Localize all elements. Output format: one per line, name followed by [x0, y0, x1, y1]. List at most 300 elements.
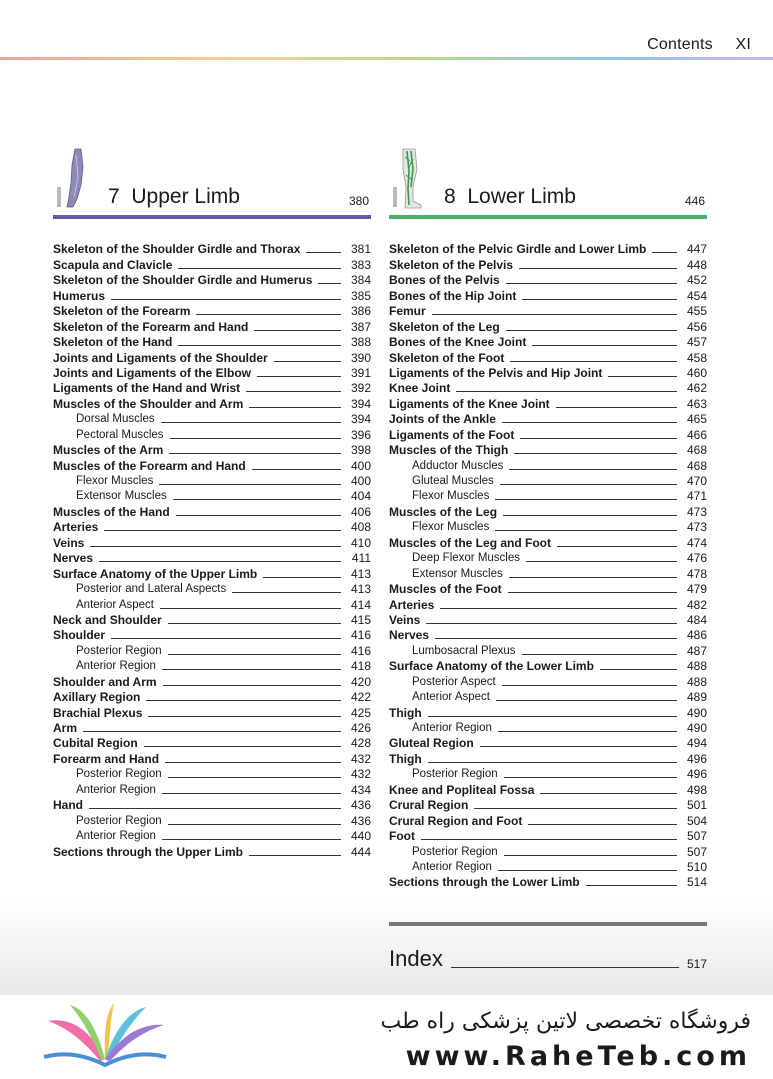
leader-line [254, 330, 341, 331]
toc-subentry[interactable] [53, 596, 371, 611]
entry-page: 488 [686, 674, 707, 689]
toc-entry[interactable] [389, 303, 707, 318]
leader-line [146, 700, 341, 701]
entry-page: 478 [686, 566, 707, 581]
entry-title: Joints and Ligaments of the Shoulder [53, 350, 268, 365]
entry-title: Dorsal Muscles [76, 413, 155, 426]
toc-entry[interactable] [53, 334, 371, 349]
entry-page: 458 [686, 350, 707, 365]
entry-title: Anterior Region [412, 860, 492, 873]
leader-line [162, 793, 341, 794]
store-name: فروشگاه تخصصی لاتین پزشکی راه طب [380, 1009, 751, 1034]
toc-entry[interactable] [389, 627, 707, 642]
leader-line [498, 731, 677, 732]
toc-entry[interactable] [53, 241, 371, 256]
entry-page: 456 [686, 319, 707, 334]
entry-page: 490 [686, 705, 707, 720]
entry-page: 426 [350, 721, 371, 735]
entry-page: 408 [350, 520, 371, 535]
entry-title: Forearm and Hand [53, 751, 160, 766]
toc-entry[interactable] [53, 303, 371, 318]
toc-entry[interactable] [389, 581, 707, 596]
chapter-title [108, 185, 240, 209]
toc-entry[interactable] [53, 797, 371, 812]
chapter-accent-bar [389, 215, 707, 219]
leader-line [652, 252, 677, 253]
leader-line [532, 345, 677, 346]
entry-page: 468 [686, 458, 707, 473]
entry-title: Extensor Muscles [412, 567, 503, 580]
toc-subentry[interactable] [389, 843, 707, 858]
toc-entry[interactable] [53, 565, 371, 580]
entry-page: 504 [686, 813, 707, 828]
leader-line [426, 623, 677, 624]
entry-page: 387 [350, 319, 371, 334]
leader-line [421, 839, 677, 840]
entry-page: 422 [350, 690, 371, 705]
entry-page: 452 [686, 273, 707, 288]
entry-title: Posterior Aspect [412, 675, 496, 688]
toc-entry[interactable] [53, 256, 371, 271]
entry-page: 413 [350, 566, 371, 581]
toc-entry[interactable] [389, 442, 707, 457]
entry-title: Skeleton of the Shoulder Girdle and Humerus [53, 273, 313, 288]
leader-line [586, 885, 677, 886]
entry-title: Skeleton of the Leg [389, 319, 500, 334]
entry-page: 416 [350, 643, 371, 658]
leader-line [528, 824, 677, 825]
leader-line [178, 268, 341, 269]
leader-line [428, 716, 677, 717]
entry-page: 488 [686, 659, 707, 674]
entry-title: Posterior Region [412, 845, 498, 858]
toc-entry[interactable] [53, 519, 371, 534]
toc-entry[interactable] [53, 503, 371, 518]
entry-title: Nerves [389, 628, 430, 643]
toc-subentry[interactable] [389, 488, 707, 503]
entry-page: 383 [350, 257, 371, 272]
index-label[interactable]: Index [389, 946, 443, 971]
entry-title: Neck and Shoulder [53, 612, 162, 627]
entry-title: Muscles of the Leg and Foot [389, 535, 552, 550]
entry-title: Muscles of the Thigh [389, 443, 509, 458]
toc-subentry[interactable] [53, 781, 371, 796]
toc-entry[interactable] [389, 704, 707, 719]
toc-entry[interactable] [389, 380, 707, 395]
entry-page: 489 [686, 690, 707, 705]
entry-page: 428 [350, 736, 371, 751]
toc-entry[interactable] [389, 828, 707, 843]
entry-page: 394 [350, 396, 371, 411]
entry-page: 418 [350, 659, 371, 674]
toc-list [53, 241, 371, 859]
toc-subentry[interactable] [53, 426, 371, 441]
entry-page: 486 [686, 628, 707, 643]
toc-entry[interactable] [53, 673, 371, 688]
leader-line [169, 453, 341, 454]
toc-entry[interactable] [53, 287, 371, 302]
toc-entry[interactable] [389, 349, 707, 364]
leader-line [522, 654, 677, 655]
entry-title: Gluteal Muscles [412, 475, 494, 487]
toc-entry[interactable] [389, 750, 707, 765]
chapter-name: Lower Limb [467, 185, 576, 208]
leader-line [83, 731, 341, 732]
entry-page: 507 [686, 844, 707, 859]
leader-line [556, 407, 677, 408]
toc-subentry[interactable] [389, 689, 707, 704]
entry-page: 474 [686, 535, 707, 550]
toc-subentry[interactable] [389, 859, 707, 874]
toc-entry[interactable] [389, 596, 707, 611]
leader-line [435, 638, 677, 639]
toc-entry[interactable] [53, 720, 371, 735]
toc-subentry[interactable] [53, 642, 371, 657]
entry-page: 388 [350, 335, 371, 350]
entry-title: Scapula and Clavicle [53, 257, 173, 272]
entry-title: Sections through the Lower Limb [389, 875, 580, 890]
leader-line [504, 855, 677, 856]
entry-title: Posterior Region [76, 814, 162, 827]
entry-page: 386 [350, 304, 371, 319]
leader-line [495, 530, 677, 531]
toc-subentry[interactable] [53, 581, 371, 596]
leader-line [520, 438, 677, 439]
leader-line [509, 577, 677, 578]
toc-subentry[interactable] [53, 812, 371, 827]
leader-line [104, 530, 341, 531]
toc-subentry[interactable] [389, 766, 707, 781]
chapter-8-column [389, 145, 707, 889]
entry-title: Nerves [53, 551, 94, 566]
leader-line [162, 839, 341, 840]
toc-entry[interactable] [389, 781, 707, 796]
toc-subentry[interactable] [53, 488, 371, 503]
entry-page: 414 [350, 597, 371, 612]
leader-line [506, 283, 677, 284]
entry-title: Muscles of the Leg [389, 504, 498, 519]
toc-entry[interactable] [53, 550, 371, 565]
entry-page: 398 [350, 443, 371, 458]
entry-page: 496 [686, 751, 707, 766]
index-background [0, 900, 773, 995]
index-page: 517 [687, 957, 708, 971]
toc-entry[interactable] [389, 503, 707, 518]
toc-entry[interactable] [53, 750, 371, 765]
entry-title: Surface Anatomy of the Upper Limb [53, 566, 258, 581]
leader-line [508, 592, 677, 593]
leader-line [257, 376, 341, 377]
entry-title: Skeleton of the Pelvic Girdle and Lower Limb [389, 242, 647, 257]
entry-title: Muscles of the Shoulder and Arm [53, 396, 244, 411]
entry-page: 406 [350, 504, 371, 519]
entry-page: 501 [686, 798, 707, 813]
entry-title: Anterior Region [412, 722, 492, 734]
entry-page: 413 [350, 582, 371, 597]
entry-page: 484 [686, 612, 707, 627]
entry-title: Brachial Plexus [53, 705, 143, 720]
toc-entry[interactable] [389, 365, 707, 380]
leader-line [502, 422, 677, 423]
entry-title: Muscles of the Foot [389, 582, 502, 597]
entry-page: 411 [351, 551, 371, 566]
leader-line [168, 654, 341, 655]
leader-line [168, 824, 341, 825]
leader-line [232, 592, 341, 593]
entry-page: 440 [350, 829, 371, 844]
toc-subentry[interactable] [53, 766, 371, 781]
leader-line [168, 777, 341, 778]
entry-title: Flexor Muscles [412, 490, 490, 503]
entry-title: Anterior Region [76, 660, 156, 673]
upper-limb-icon [55, 147, 91, 209]
toc-entry[interactable] [53, 318, 371, 333]
entry-title: Knee Joint [389, 381, 451, 396]
entry-title: Posterior Region [76, 644, 162, 657]
leader-line [506, 330, 677, 331]
leader-line [522, 299, 677, 300]
toc-entry[interactable] [53, 395, 371, 410]
entry-title: Knee and Popliteal Fossa [389, 782, 535, 797]
entry-title: Bones of the Hip Joint [389, 288, 517, 303]
toc-entry[interactable] [389, 874, 707, 889]
leader-line [480, 746, 677, 747]
leader-line [502, 685, 677, 686]
toc-entry[interactable] [389, 797, 707, 812]
entry-title: Posterior Region [412, 768, 498, 781]
toc-entry[interactable] [389, 241, 707, 256]
entry-page: 410 [350, 535, 371, 550]
toc-entry[interactable] [53, 349, 371, 364]
leader-line [274, 361, 341, 362]
toc-entry[interactable] [53, 843, 371, 858]
entry-title: Ligaments of the Knee Joint [389, 396, 550, 411]
entry-page: 465 [686, 412, 707, 427]
leader-line [608, 376, 677, 377]
entry-title: Posterior and Lateral Aspects [76, 583, 227, 596]
index-rule [389, 922, 707, 926]
toc-entry[interactable] [53, 365, 371, 380]
toc-entry[interactable] [389, 426, 707, 441]
chapter-number: 8 [444, 185, 456, 208]
entry-page: 385 [350, 288, 371, 303]
toc-entry[interactable] [53, 380, 371, 395]
entry-title: Arteries [53, 520, 99, 535]
leader-line [178, 345, 341, 346]
entry-title: Ligaments of the Pelvis and Hip Joint [389, 365, 603, 380]
entry-page: 381 [350, 242, 371, 257]
entry-page: 447 [686, 242, 707, 257]
leader-line [246, 391, 341, 392]
entry-page: 425 [350, 705, 371, 720]
chapter-page: 380 [348, 194, 369, 208]
toc-subentry[interactable] [53, 473, 371, 488]
entry-page: 434 [350, 782, 371, 797]
leader-line [263, 577, 341, 578]
entry-page: 390 [350, 350, 371, 365]
entry-page: 455 [686, 304, 707, 319]
leader-line [500, 484, 677, 485]
chapter-page: 446 [684, 194, 705, 208]
entry-title: Skeleton of the Forearm [53, 304, 191, 319]
entry-page: 436 [350, 798, 371, 813]
toc-entry[interactable] [53, 704, 371, 719]
leader-line [557, 546, 677, 547]
leader-line [165, 762, 341, 763]
entry-page: 454 [686, 288, 707, 303]
book-logo-icon [40, 999, 170, 1071]
entry-page: 470 [686, 474, 707, 488]
entry-page: 490 [686, 721, 707, 735]
leader-line [526, 561, 677, 562]
entry-page: 457 [686, 335, 707, 350]
entry-page: 432 [350, 767, 371, 782]
watermark-footer [0, 995, 773, 1079]
leader-line [474, 808, 677, 809]
toc-entry[interactable] [389, 395, 707, 410]
toc-entry[interactable] [53, 457, 371, 472]
leader-line [503, 515, 677, 516]
entry-page: 510 [686, 859, 707, 874]
leader-line [249, 407, 341, 408]
toc-entry[interactable] [389, 287, 707, 302]
chapter-7-column [53, 145, 371, 859]
entry-page: 436 [350, 813, 371, 828]
leader-line [519, 268, 677, 269]
chapter-title [444, 185, 576, 209]
leader-line [161, 422, 341, 423]
toc-entry[interactable] [53, 627, 371, 642]
entry-page: 432 [350, 751, 371, 766]
entry-page: 473 [686, 504, 707, 519]
leader-line [318, 283, 341, 284]
leader-line [432, 314, 677, 315]
leader-line [168, 623, 341, 624]
toc-subentry[interactable] [53, 658, 371, 673]
leader-line [99, 561, 341, 562]
toc-subentry[interactable] [389, 673, 707, 688]
entry-page: 496 [686, 767, 707, 782]
entry-title: Femur [389, 304, 426, 319]
entry-title: Thigh [389, 705, 422, 720]
toc-entry[interactable] [53, 735, 371, 750]
entry-page: 394 [350, 412, 371, 427]
entry-page: 404 [350, 489, 371, 504]
entry-title: Deep Flexor Muscles [412, 552, 521, 565]
entry-title: Joints of the Ankle [389, 412, 496, 427]
toc-entry[interactable] [389, 272, 707, 287]
entry-page: 471 [686, 489, 707, 504]
entry-title: Posterior Region [76, 768, 162, 781]
entry-page: 448 [686, 257, 707, 272]
entry-page: 482 [686, 597, 707, 612]
toc-entry[interactable] [53, 272, 371, 287]
entry-page: 400 [350, 458, 371, 473]
entry-page: 487 [686, 643, 707, 658]
leader-line [306, 252, 341, 253]
leader-line [496, 700, 677, 701]
toc-subentry[interactable] [389, 457, 707, 472]
leader-line [600, 669, 677, 670]
entry-title: Cubital Region [53, 736, 138, 751]
leader-line [509, 469, 677, 470]
toc-entry[interactable] [53, 534, 371, 549]
leader-line [540, 793, 677, 794]
lower-limb-icon [391, 147, 427, 209]
entry-title: Shoulder [53, 628, 106, 643]
toc-subentry[interactable] [389, 519, 707, 534]
toc-subentry[interactable] [389, 565, 707, 580]
toc-entry[interactable] [389, 334, 707, 349]
entry-title: Flexor Muscles [412, 521, 490, 534]
entry-title: Muscles of the Forearm and Hand [53, 458, 246, 473]
toc-entry[interactable] [389, 318, 707, 333]
leader-line [504, 777, 677, 778]
toc-subentry[interactable] [389, 550, 707, 565]
leader-line [163, 685, 341, 686]
entry-title: Arteries [389, 597, 435, 612]
leader-line [196, 314, 341, 315]
entry-title: Sections through the Upper Limb [53, 844, 244, 859]
leader-line [160, 608, 341, 609]
entry-page: 415 [350, 612, 371, 627]
toc-entry[interactable] [53, 442, 371, 457]
toc-subentry[interactable] [53, 411, 371, 426]
toc-entry[interactable] [389, 534, 707, 549]
leader-line [162, 669, 341, 670]
toc-entry[interactable] [53, 689, 371, 704]
entry-title: Anterior Aspect [412, 691, 490, 704]
chapter-heading[interactable] [53, 145, 371, 221]
toc-entry[interactable] [389, 411, 707, 426]
entry-title: Veins [53, 535, 85, 550]
header-page-number: XI [735, 36, 751, 53]
entry-title: Skeleton of the Pelvis [389, 257, 514, 272]
toc-entry[interactable] [389, 735, 707, 750]
toc-entry[interactable] [389, 658, 707, 673]
entry-title: Muscles of the Hand [53, 504, 170, 519]
chapter-accent-bar [53, 215, 371, 219]
toc-subentry[interactable] [389, 642, 707, 657]
leader-line [456, 391, 677, 392]
toc-entry[interactable] [389, 256, 707, 271]
chapter-name: Upper Limb [131, 185, 240, 208]
leader-line [514, 453, 677, 454]
entry-page: 514 [686, 875, 707, 890]
entry-page: 507 [686, 829, 707, 844]
entry-title: Lumbosacral Plexus [412, 644, 516, 657]
entry-page: 400 [350, 474, 371, 488]
leader-line [173, 499, 341, 500]
entry-page: 392 [350, 381, 371, 396]
leader-line [495, 499, 677, 500]
entry-title: Bones of the Pelvis [389, 273, 500, 288]
entry-title: Bones of the Knee Joint [389, 335, 527, 350]
toc-subentry[interactable] [389, 720, 707, 735]
toc-entry[interactable] [53, 612, 371, 627]
website-link[interactable]: www.RaheTeb.com [405, 1041, 751, 1072]
entry-title: Veins [389, 612, 421, 627]
toc-entry[interactable] [389, 812, 707, 827]
toc-subentry[interactable] [389, 473, 707, 488]
chapter-heading[interactable] [389, 145, 707, 221]
index-leader [451, 967, 679, 968]
leader-line [148, 716, 341, 717]
toc-subentry[interactable] [53, 828, 371, 843]
running-header [629, 36, 751, 54]
leader-line [144, 746, 341, 747]
toc-entry[interactable] [389, 612, 707, 627]
